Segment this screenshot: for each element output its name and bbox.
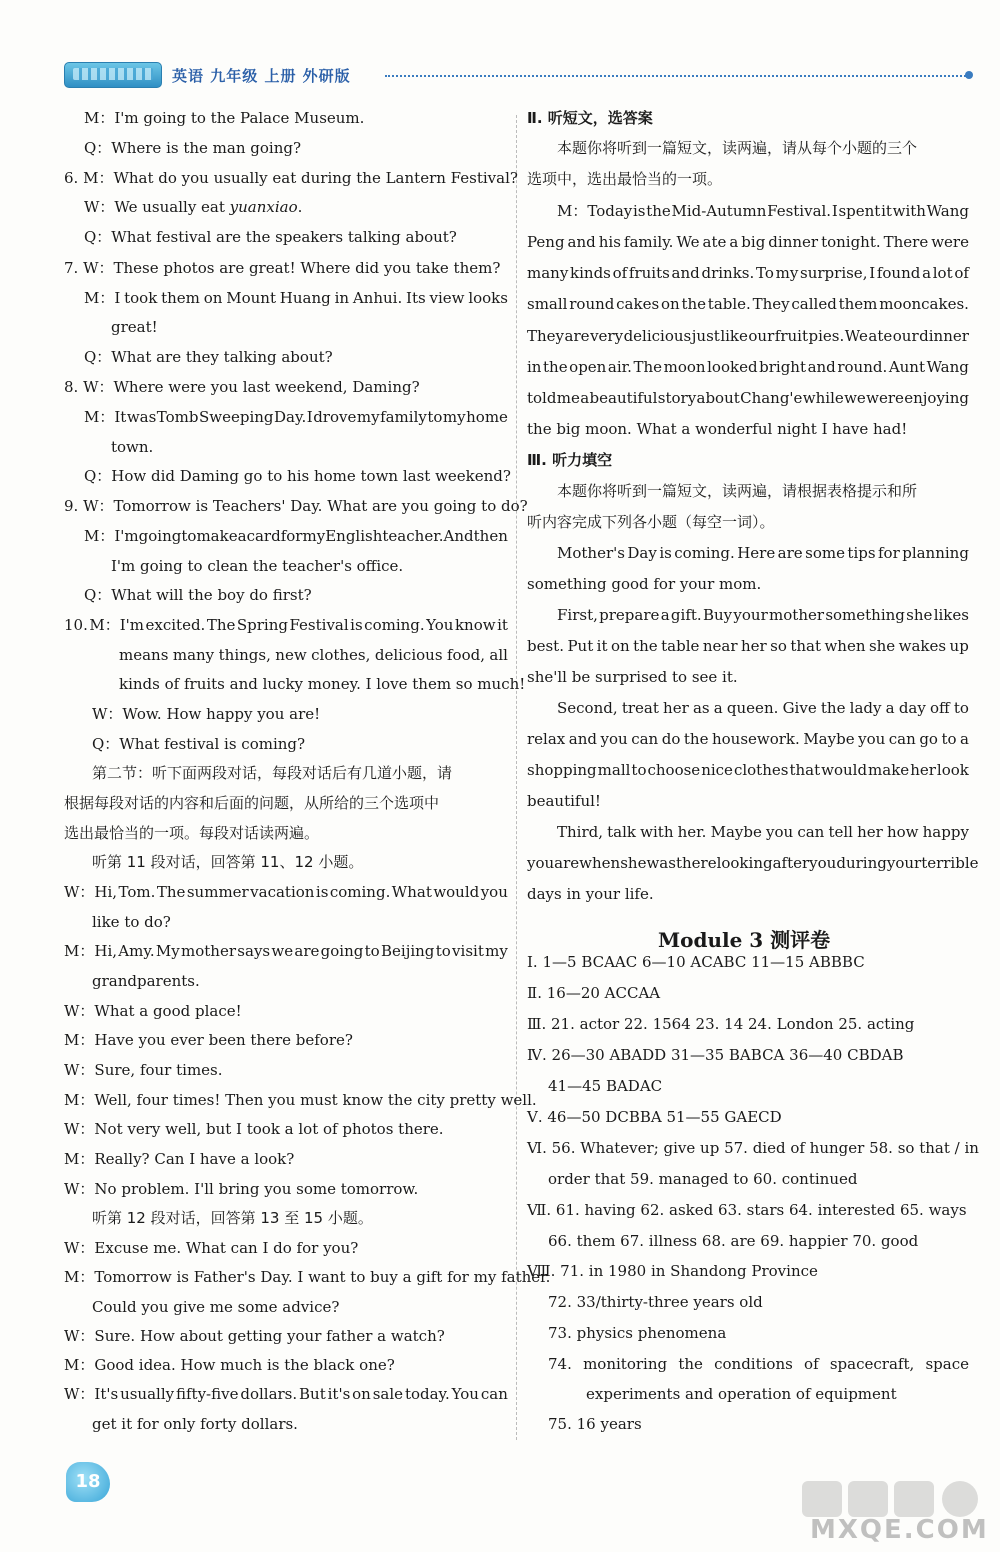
left-text-line: W：Wow. How happy you are! [92, 705, 321, 723]
left-text-line: grandparents. [92, 972, 200, 990]
left-text-line: W：Sure. How about getting your father a watch? [64, 1327, 445, 1345]
right-text-line: M：Today is the Mid-Autumn Festival. I spent it with Wang [557, 202, 969, 220]
right-text-line: Second, treat her as a queen. Give the lady a day off to [557, 699, 969, 717]
left-text-line: Q：What will the boy do first? [84, 586, 312, 604]
column-divider [516, 115, 517, 1440]
right-text-line: the big moon. What a wonderful night I have had! [527, 420, 908, 438]
right-text-line: many kinds of fruits and drinks. To my surprise, I found a lot of [527, 264, 969, 282]
right-text-line: 听内容完成下列各小题（每空一词）。 [527, 513, 775, 531]
right-text-line: 本题你将听到一篇短文，读两遍，请从每个小题的三个 [557, 139, 918, 157]
page-header [60, 60, 975, 90]
left-text-line: 听第 12 段对话，回答第 13 至 15 小题。 [92, 1209, 373, 1227]
right-text-line: 75. 16 years [548, 1415, 642, 1433]
left-text-line: M：It was Tomb Sweeping Day. I drove my family to my home [84, 408, 508, 426]
right-text-line: 本题你将听到一篇短文，读两遍，请根据表格提示和所 [557, 482, 918, 500]
header-dot-icon [965, 71, 973, 79]
right-text-line: Ⅲ. 听力填空 [527, 451, 613, 469]
right-text-line: beautiful! [527, 792, 601, 810]
left-text-line: W：Sure, four times. [64, 1061, 223, 1079]
left-text-line: M：I took them on Mount Huang in Anhui. Its view looks [84, 289, 508, 307]
left-text-line: W：We usually eat yuanxiao. [84, 198, 303, 216]
left-text-line: M：Really? Can I have a look? [64, 1150, 295, 1168]
left-text-line: M：Have you ever been there before? [64, 1031, 353, 1049]
right-text-line: something good for your mom. [527, 575, 762, 593]
module-title: Module 3 测评卷 [658, 928, 831, 952]
right-text-line: Peng and his family. We ate a big dinner tonight. There were [527, 233, 969, 251]
left-text-line: get it for only forty dollars. [92, 1415, 298, 1433]
right-text-line: 74. monitoring the conditions of spacecraft, space [548, 1355, 969, 1373]
left-text-line: W：Excuse me. What can I do for you? [64, 1239, 359, 1257]
left-text-line: W：No problem. I'll bring you some tomorrow. [64, 1180, 419, 1198]
left-text-line: Q：What are they talking about? [84, 348, 333, 366]
watermark-text: MXQE.COM [810, 1515, 989, 1545]
left-text-line: M：Good idea. How much is the black one? [64, 1356, 395, 1374]
left-text-line: M：Well, four times! Then you must know the city pretty well. [64, 1091, 537, 1109]
left-text-line: W：It's usually fifty-five dollars. But it's on sale today. You can [64, 1385, 508, 1403]
right-text-line: you are when she was there looking after you during your terrible [527, 854, 979, 872]
right-text-line: Ⅴ. 46—50 DCBBA 51—55 GAECD [527, 1108, 782, 1126]
left-text-line: town. [111, 438, 154, 456]
right-text-line: relax and you can do the housework. Maybe you can go to a [527, 730, 969, 748]
left-text-line: kinds of fruits and lucky money. I love them so much! [119, 675, 526, 693]
right-text-line: 66. them 67. illness 68. are 69. happier 70. good [548, 1232, 919, 1250]
right-text-line: Ⅳ. 26—30 ABADD 31—35 BABCA 36—40 CBDAB [527, 1046, 904, 1064]
left-text-line: 听第 11 段对话，回答第 11、12 小题。 [92, 853, 364, 871]
left-text-line: 选出最恰当的一项。每段对话读两遍。 [64, 824, 320, 842]
right-text-line: in the open air. The moon looked bright and round. Aunt Wang [527, 358, 969, 376]
right-text-line: small round cakes on the table. They called them mooncakes. [527, 295, 969, 313]
right-text-line: shopping mall to choose nice clothes that would make her look [527, 761, 969, 779]
right-text-line: experiments and operation of equipment [586, 1385, 897, 1403]
right-text-line: Ⅱ. 16—20 ACCAA [527, 984, 661, 1002]
series-logo [64, 62, 162, 88]
page-number: 18 [66, 1462, 110, 1502]
right-text-line: she'll be surprised to see it. [527, 668, 738, 686]
left-text-line: 8. W：Where were you last weekend, Daming? [64, 378, 420, 396]
left-text-line: M：I'm going to the Palace Museum. [84, 109, 365, 127]
left-text-line: M：I'm going to make a card for my English teacher. And then [84, 527, 508, 545]
romanized-term: yuanxiao [229, 198, 298, 216]
right-text-line: They are very delicious just like our fruit pies. We ate our dinner [527, 327, 969, 345]
left-text-line: M：Tomorrow is Father's Day. I want to buy a gift for my father. [64, 1268, 551, 1286]
right-text-line: Ⅱ. 听短文，选答案 [527, 109, 653, 127]
left-text-line: W：Hi, Tom. The summer vacation is coming. What would you [64, 883, 508, 901]
left-text-line: 6. M：What do you usually eat during the Lantern Festival? [64, 169, 518, 187]
left-text-line: W：What a good place! [64, 1002, 242, 1020]
right-text-line: days in your life. [527, 885, 654, 903]
right-text-line: told me a beautiful story about Chang'e while we were enjoying [527, 389, 969, 407]
header-dotted-rule [385, 75, 969, 77]
left-text-line: 7. W：These photos are great! Where did you take them? [64, 259, 501, 277]
left-text-line: 10. M：I'm excited. The Spring Festival is coming. You know it [64, 616, 508, 634]
left-text-line: 9. W：Tomorrow is Teachers' Day. What are you going to do? [64, 497, 528, 515]
left-text-line: great! [111, 318, 158, 336]
left-text-line: means many things, new clothes, delicious food, all [119, 646, 508, 664]
right-text-line: 41—45 BADAC [548, 1077, 663, 1095]
left-text-line: like to do? [92, 913, 171, 931]
right-text-line: Ⅵ. 56. Whatever; give up 57. died of hunger 58. so that / in [527, 1139, 979, 1157]
right-text-line: Ⅲ. 21. actor 22. 1564 23. 14 24. London 25. acting [527, 1015, 915, 1033]
right-text-line: Third, talk with her. Maybe you can tell her how happy [557, 823, 969, 841]
right-text-line: 选项中，选出最恰当的一项。 [527, 170, 723, 188]
left-text-line: Q：What festival are the speakers talking about? [84, 228, 457, 246]
left-text-line: Q：What festival is coming? [92, 735, 306, 753]
left-text-line: 根据每段对话的内容和后面的问题，从所给的三个选项中 [64, 794, 440, 812]
right-text-line: 72. 33/thirty-three years old [548, 1293, 763, 1311]
left-text-line: Could you give me some advice? [92, 1298, 340, 1316]
right-text-line: Ⅰ. 1—5 BCAAC 6—10 ACABC 11—15 ABBBC [527, 953, 865, 971]
left-text-line: Q：Where is the man going? [84, 139, 301, 157]
header-title: 英语 九年级 上册 外研版 [172, 67, 351, 85]
right-text-line: 73. physics phenomena [548, 1324, 727, 1342]
right-text-line: best. Put it on the table near her so that when she wakes up [527, 637, 969, 655]
right-text-line: First, prepare a gift. Buy your mother something she likes [557, 606, 969, 624]
right-text-line: Ⅷ. 71. in 1980 in Shandong Province [527, 1262, 818, 1280]
left-text-line: I'm going to clean the teacher's office. [111, 557, 404, 575]
right-text-line: Mother's Day is coming. Here are some tips for planning [557, 544, 969, 562]
left-text-line: M：Hi, Amy. My mother says we are going to Beijing to visit my [64, 942, 508, 960]
left-text-line: W：Not very well, but I took a lot of photos there. [64, 1120, 444, 1138]
left-text-line: Q：How did Daming go to his home town last weekend? [84, 467, 511, 485]
right-text-line: order that 59. managed to 60. continued [548, 1170, 858, 1188]
right-text-line: Ⅶ. 61. having 62. asked 63. stars 64. interested 65. ways [527, 1201, 967, 1219]
left-text-line: 第二节：听下面两段对话，每段对话后有几道小题，请 [92, 764, 453, 782]
